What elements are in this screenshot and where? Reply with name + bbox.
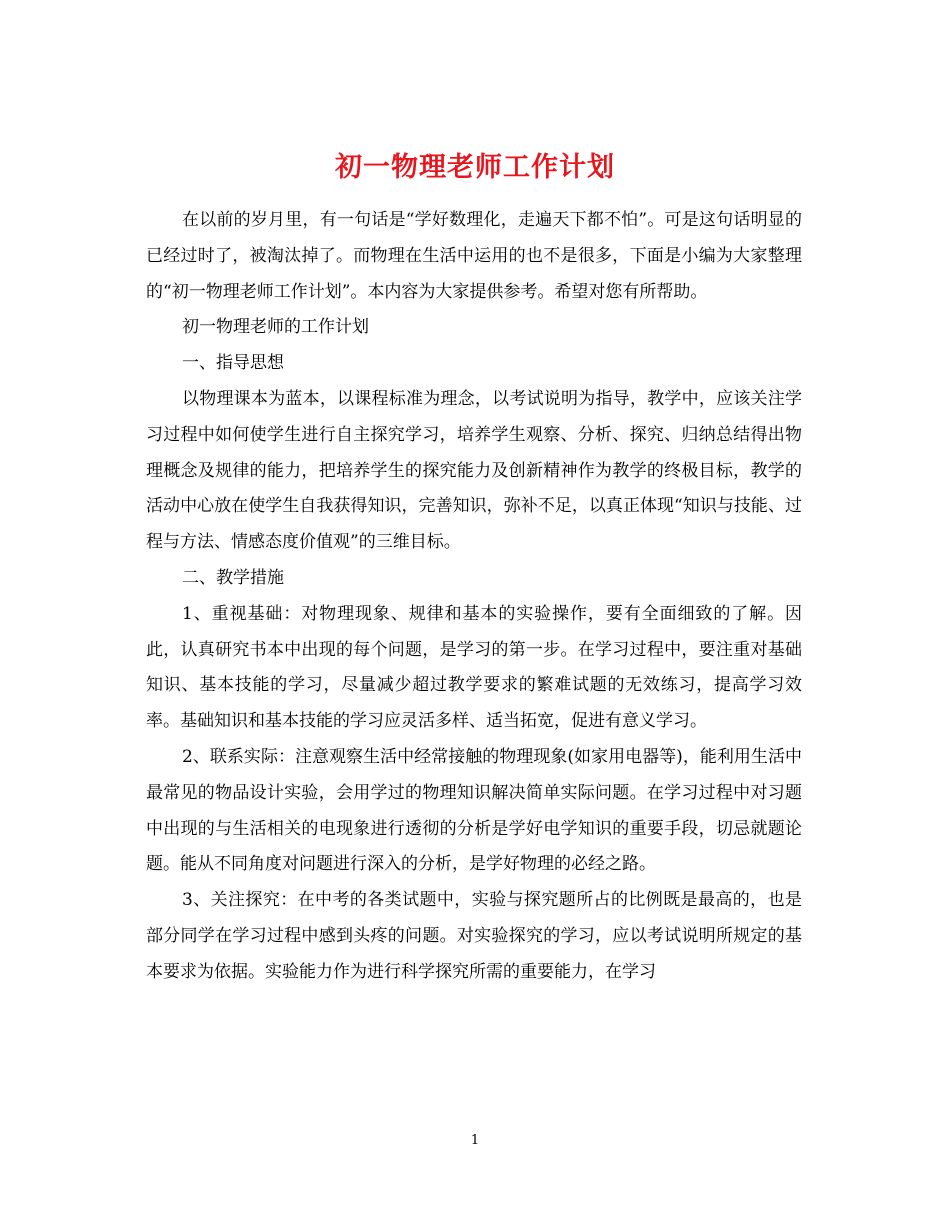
guiding-ideology-paragraph: 以物理课本为蓝本，以课程标准为理念，以考试说明为指导，教学中，应该关注学习过程中如何使学生进行自主探究学习，培养学生观察、分析、探究、归纳总结得出物理概念及规律的能力，把培养学生的探究能力及创新精神作为教学的终极目标，教学的活动中心放在使学生自我获得知识，完善知识，弥补不足，以真正体现“知识与技能、过程与方法、情感态度价值观”的三维目标。 xyxy=(146,388,802,553)
page-number: 1 xyxy=(470,1133,480,1148)
measure-2-paragraph: 2、联系实际：注意观察生活中经常接触的物理现象(如家用电器等)，能利用生活中最常见的物品设计实验，会用学过的物理知识解决简单实际问题。在学习过程中对习题中出现的与生活相关的电现象进行透彻的分析是学好电学知识的重要手段，切忌就题论题。能从不同角度对问题进行深入的分析，是学好物理的必经之路。 xyxy=(146,746,802,875)
section-heading-teaching-measures: 二、教学措施 xyxy=(182,567,284,588)
section-heading-plan: 初一物理老师的工作计划 xyxy=(182,317,369,338)
measure-1-paragraph: 1、重视基础：对物理现象、规律和基本的实验操作，要有全面细致的了解。因此，认真研究书本中出现的每个问题，是学习的第一步。在学习过程中，要注重对基础知识、基本技能的学习，尽量减少超过教学要求的繁难试题的无效练习，提高学习效率。基础知识和基本技能的学习应灵活多样、适当拓宽，促进有意义学习。 xyxy=(146,603,802,732)
section-heading-guiding-ideology: 一、指导思想 xyxy=(182,353,284,374)
document-body xyxy=(146,203,802,991)
intro-paragraph: 在以前的岁月里，有一句话是“学好数理化，走遍天下都不怕”。可是这句话明显的已经过时了，被淘汰掉了。而物理在生活中运用的也不是很多，下面是小编为大家整理的“初一物理老师工作计划”。本内容为大家提供参考。希望对您有所帮助。 xyxy=(146,210,802,302)
measure-3-paragraph: 3、关注探究：在中考的各类试题中，实验与探究题所占的比例既是最高的，也是部分同学在学习过程中感到头疼的问题。对实验探究的学习，应以考试说明所规定的基本要求为依据。实验能力作为进行科学探究所需的重要能力，在学习 xyxy=(146,890,802,982)
document-title: 初一物理老师工作计划 xyxy=(335,152,615,184)
